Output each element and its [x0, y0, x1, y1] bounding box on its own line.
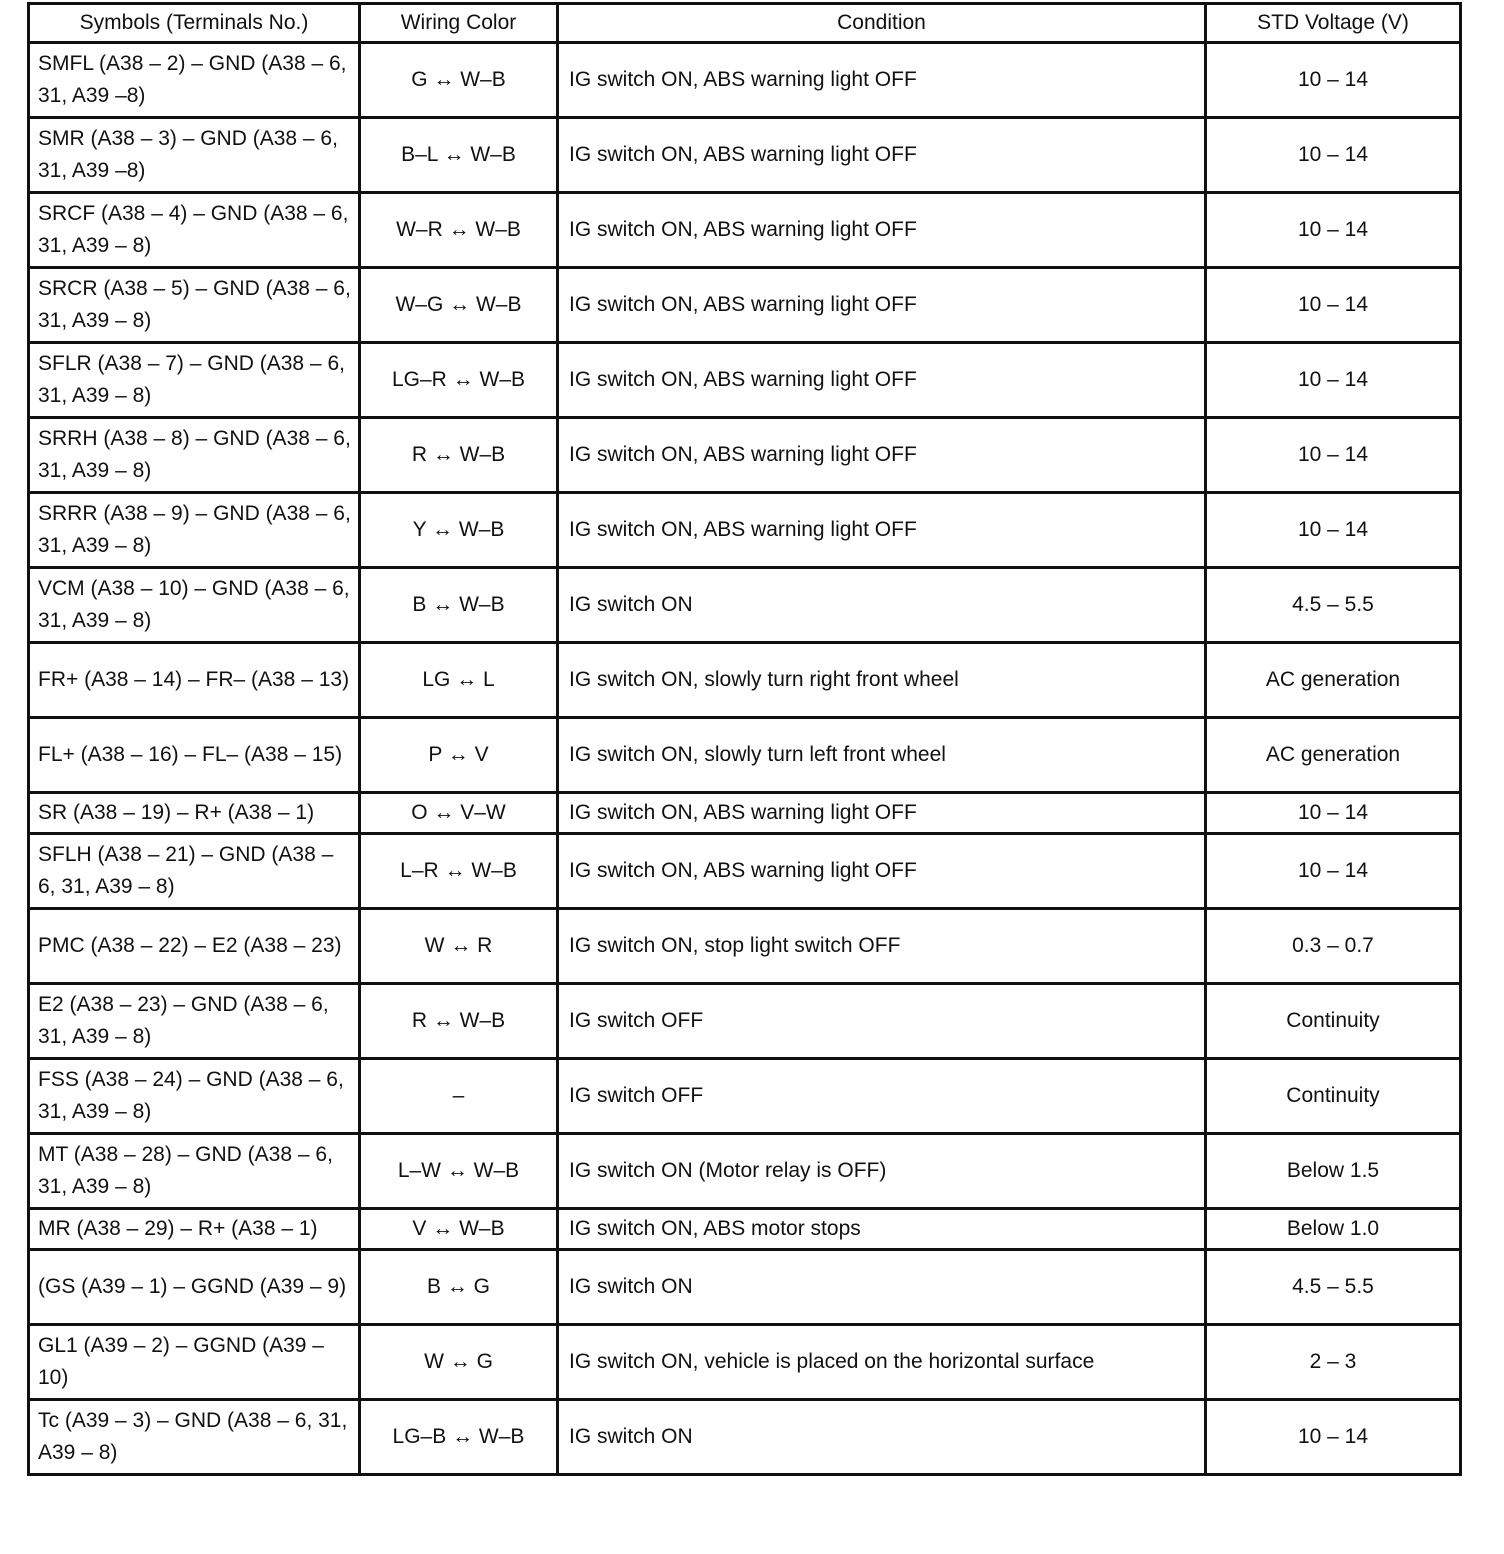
cell-wiring-color: L–R ↔ W–B	[360, 834, 558, 909]
cell-symbols: Tc (A39 – 3) – GND (A38 – 6, 31, A39 – 8)	[29, 1400, 360, 1475]
cell-wiring-color: V ↔ W–B	[360, 1209, 558, 1250]
cell-symbols: SRCF (A38 – 4) – GND (A38 – 6, 31, A39 – 8)	[29, 193, 360, 268]
cell-condition: IG switch ON, ABS warning light OFF	[558, 268, 1206, 343]
cell-symbols: (GS (A39 – 1) – GGND (A39 – 9)	[29, 1250, 360, 1325]
cell-symbols: PMC (A38 – 22) – E2 (A38 – 23)	[29, 909, 360, 984]
cell-condition: IG switch ON, ABS motor stops	[558, 1209, 1206, 1250]
cell-condition: IG switch ON, slowly turn left front wheel	[558, 718, 1206, 793]
terminal-voltage-document	[27, 2, 1459, 1476]
cell-condition: IG switch ON, vehicle is placed on the horizontal surface	[558, 1325, 1206, 1400]
table-row	[29, 643, 1461, 718]
cell-wiring-color: L–W ↔ W–B	[360, 1134, 558, 1209]
cell-symbols: SMR (A38 – 3) – GND (A38 – 6, 31, A39 –8)	[29, 118, 360, 193]
cell-std-voltage: 10 – 14	[1206, 418, 1461, 493]
cell-wiring-color: B ↔ W–B	[360, 568, 558, 643]
cell-condition: IG switch ON, ABS warning light OFF	[558, 118, 1206, 193]
cell-condition: IG switch ON, slowly turn right front wheel	[558, 643, 1206, 718]
cell-std-voltage: 10 – 14	[1206, 43, 1461, 118]
cell-symbols: SFLR (A38 – 7) – GND (A38 – 6, 31, A39 – 8)	[29, 343, 360, 418]
cell-std-voltage: 10 – 14	[1206, 834, 1461, 909]
cell-condition: IG switch ON, ABS warning light OFF	[558, 193, 1206, 268]
cell-std-voltage: 10 – 14	[1206, 118, 1461, 193]
table-row	[29, 834, 1461, 909]
cell-std-voltage: 10 – 14	[1206, 193, 1461, 268]
cell-std-voltage: 2 – 3	[1206, 1325, 1461, 1400]
cell-symbols: SFLH (A38 – 21) – GND (A38 – 6, 31, A39 – 8)	[29, 834, 360, 909]
cell-wiring-color: LG–R ↔ W–B	[360, 343, 558, 418]
cell-condition: IG switch ON	[558, 1250, 1206, 1325]
cell-condition: IG switch ON, ABS warning light OFF	[558, 343, 1206, 418]
cell-wiring-color: W ↔ R	[360, 909, 558, 984]
cell-condition: IG switch ON, ABS warning light OFF	[558, 834, 1206, 909]
cell-std-voltage: Continuity	[1206, 984, 1461, 1059]
header-condition: Condition	[558, 4, 1206, 43]
table-row	[29, 1250, 1461, 1325]
cell-condition: IG switch ON, stop light switch OFF	[558, 909, 1206, 984]
cell-symbols: VCM (A38 – 10) – GND (A38 – 6, 31, A39 – 8)	[29, 568, 360, 643]
cell-condition: IG switch OFF	[558, 984, 1206, 1059]
cell-condition: IG switch ON	[558, 568, 1206, 643]
cell-wiring-color: B–L ↔ W–B	[360, 118, 558, 193]
cell-condition: IG switch ON	[558, 1400, 1206, 1475]
cell-symbols: SRRH (A38 – 8) – GND (A38 – 6, 31, A39 – 8)	[29, 418, 360, 493]
table-row	[29, 493, 1461, 568]
cell-wiring-color: P ↔ V	[360, 718, 558, 793]
cell-std-voltage: 0.3 – 0.7	[1206, 909, 1461, 984]
cell-wiring-color: B ↔ G	[360, 1250, 558, 1325]
cell-std-voltage: Below 1.0	[1206, 1209, 1461, 1250]
table-row	[29, 1134, 1461, 1209]
cell-condition: IG switch ON, ABS warning light OFF	[558, 418, 1206, 493]
cell-symbols: SRCR (A38 – 5) – GND (A38 – 6, 31, A39 – 8)	[29, 268, 360, 343]
cell-symbols: E2 (A38 – 23) – GND (A38 – 6, 31, A39 – 8)	[29, 984, 360, 1059]
table-row	[29, 793, 1461, 834]
table-row	[29, 568, 1461, 643]
table-row	[29, 984, 1461, 1059]
cell-symbols: MR (A38 – 29) – R+ (A38 – 1)	[29, 1209, 360, 1250]
cell-std-voltage: 10 – 14	[1206, 343, 1461, 418]
cell-condition: IG switch ON, ABS warning light OFF	[558, 43, 1206, 118]
table-header-row	[29, 4, 1461, 43]
cell-symbols: FR+ (A38 – 14) – FR– (A38 – 13)	[29, 643, 360, 718]
cell-condition: IG switch OFF	[558, 1059, 1206, 1134]
cell-wiring-color: LG–B ↔ W–B	[360, 1400, 558, 1475]
cell-wiring-color: W–G ↔ W–B	[360, 268, 558, 343]
cell-wiring-color: Y ↔ W–B	[360, 493, 558, 568]
cell-wiring-color: W ↔ G	[360, 1325, 558, 1400]
table-row	[29, 118, 1461, 193]
cell-wiring-color: O ↔ V–W	[360, 793, 558, 834]
header-wiring-color: Wiring Color	[360, 4, 558, 43]
cell-symbols: GL1 (A39 – 2) – GGND (A39 – 10)	[29, 1325, 360, 1400]
table-body	[29, 43, 1461, 1475]
cell-condition: IG switch ON, ABS warning light OFF	[558, 493, 1206, 568]
cell-condition: IG switch ON (Motor relay is OFF)	[558, 1134, 1206, 1209]
cell-wiring-color: R ↔ W–B	[360, 984, 558, 1059]
cell-wiring-color: LG ↔ L	[360, 643, 558, 718]
cell-std-voltage: AC generation	[1206, 718, 1461, 793]
header-symbols: Symbols (Terminals No.)	[29, 4, 360, 43]
cell-std-voltage: AC generation	[1206, 643, 1461, 718]
cell-std-voltage: 10 – 14	[1206, 493, 1461, 568]
cell-std-voltage: 4.5 – 5.5	[1206, 1250, 1461, 1325]
cell-symbols: FSS (A38 – 24) – GND (A38 – 6, 31, A39 – 8)	[29, 1059, 360, 1134]
table-row	[29, 343, 1461, 418]
table-row	[29, 909, 1461, 984]
table-row	[29, 418, 1461, 493]
cell-wiring-color: R ↔ W–B	[360, 418, 558, 493]
cell-symbols: MT (A38 – 28) – GND (A38 – 6, 31, A39 – 8)	[29, 1134, 360, 1209]
table-row	[29, 1400, 1461, 1475]
cell-std-voltage: 4.5 – 5.5	[1206, 568, 1461, 643]
cell-symbols: SMFL (A38 – 2) – GND (A38 – 6, 31, A39 –8)	[29, 43, 360, 118]
cell-std-voltage: Below 1.5	[1206, 1134, 1461, 1209]
cell-std-voltage: Continuity	[1206, 1059, 1461, 1134]
table-row	[29, 43, 1461, 118]
terminal-voltage-table	[27, 2, 1462, 1476]
cell-wiring-color: –	[360, 1059, 558, 1134]
table-row	[29, 718, 1461, 793]
table-row	[29, 1325, 1461, 1400]
cell-symbols: FL+ (A38 – 16) – FL– (A38 – 15)	[29, 718, 360, 793]
cell-std-voltage: 10 – 14	[1206, 1400, 1461, 1475]
cell-wiring-color: G ↔ W–B	[360, 43, 558, 118]
table-row	[29, 268, 1461, 343]
cell-std-voltage: 10 – 14	[1206, 268, 1461, 343]
cell-condition: IG switch ON, ABS warning light OFF	[558, 793, 1206, 834]
cell-std-voltage: 10 – 14	[1206, 793, 1461, 834]
header-std-voltage: STD Voltage (V)	[1206, 4, 1461, 43]
cell-symbols: SR (A38 – 19) – R+ (A38 – 1)	[29, 793, 360, 834]
table-row	[29, 1059, 1461, 1134]
cell-symbols: SRRR (A38 – 9) – GND (A38 – 6, 31, A39 – 8)	[29, 493, 360, 568]
table-row	[29, 193, 1461, 268]
table-row	[29, 1209, 1461, 1250]
cell-wiring-color: W–R ↔ W–B	[360, 193, 558, 268]
